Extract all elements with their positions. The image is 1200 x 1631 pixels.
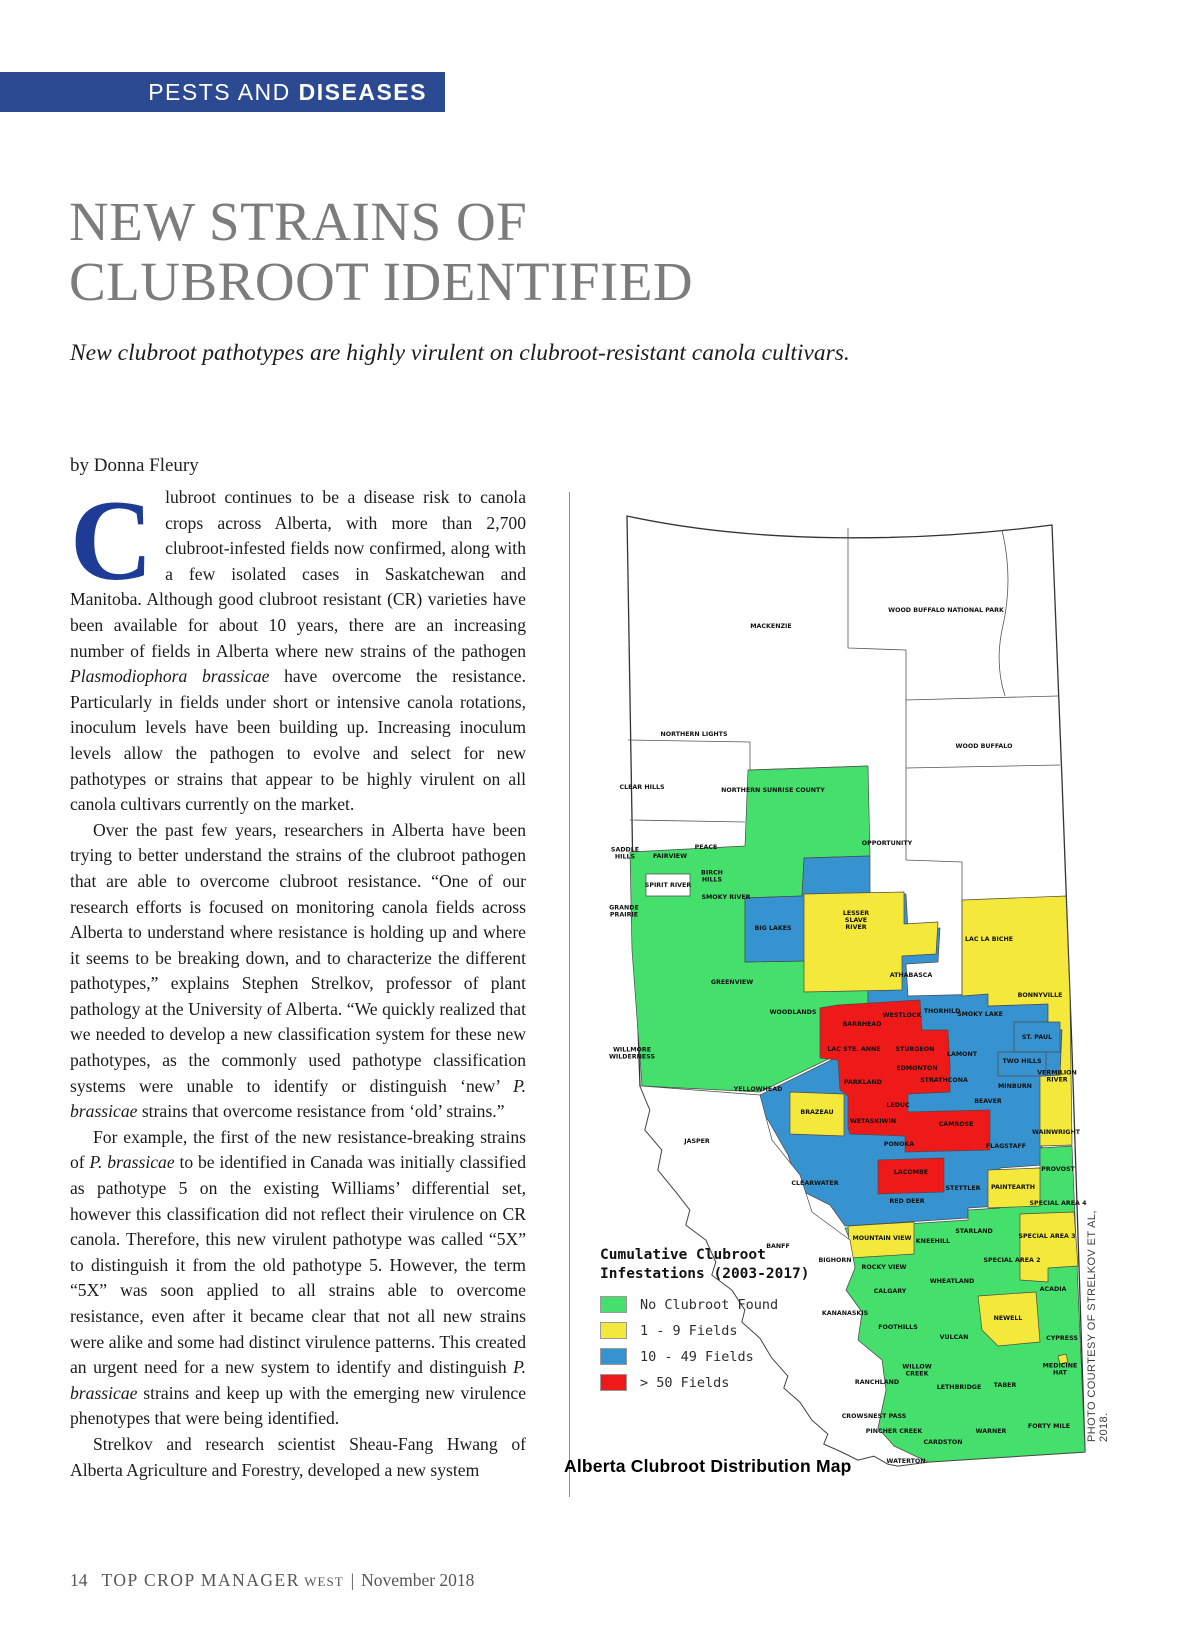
map-legend [600, 1246, 810, 1391]
map-county-label: CAMROSE [938, 1121, 974, 1128]
legend-label: No Clubroot Found [640, 1296, 779, 1313]
legend-item [600, 1322, 810, 1339]
map-county-label: LAC STE. ANNE [827, 1046, 881, 1053]
region-lacombe-red [878, 1158, 944, 1194]
legend-swatch-none [600, 1296, 627, 1313]
legend-label: 10 - 49 Fields [640, 1348, 754, 1365]
map-county-label: BANFF [766, 1243, 790, 1250]
map-county-label: SPIRIT RIVER [644, 882, 692, 889]
map-county-label: BRAZEAU [800, 1109, 834, 1116]
map-county-label: VERMILION RIVER [1037, 1069, 1077, 1084]
map-county-label: STETTLER [945, 1185, 981, 1192]
map-county-label: JASPER [684, 1138, 710, 1145]
map-county-label: SPECIAL AREA 3 [1018, 1233, 1076, 1240]
map-county-label: THORHILD [923, 1008, 961, 1015]
drop-cap: C [70, 477, 154, 604]
map-county-label: TABER [993, 1382, 1017, 1389]
map-county-label: FOOTHILLS [878, 1324, 918, 1331]
map-county-label: PAINTEARTH [990, 1184, 1036, 1191]
legend-title [600, 1246, 810, 1284]
map-county-label: WILLMORE WILDERNESS [608, 1046, 656, 1061]
title-line-1: NEW STRAINS OF [69, 191, 528, 252]
map-county-label: MACKENZIE [750, 623, 792, 630]
body-paragraph: For example, the first of the new resistance-breaking strains of P. brassicae to be identified in Canada was initially classified as pathotype 5 on the existing Williams’ differential set, however this classification did not reflect their virulence on CR canola. Therefore, this new virulent pathotype was called “5X” to distinguish it from the old pathotype 5. However, the term “5X” was soon applied to all strains able to overcome resistance, even after it became clear that not all new strains were alike and some had distinct virulence patterns. This created an urgent need for a new system to identify and distinguish P. brassicae strains and keep up with the emerging new virulence phenotypes that were being identified. [70, 1126, 527, 1429]
map-county-label: NORTHERN LIGHTS [660, 731, 728, 738]
legend-item [600, 1374, 810, 1391]
map-county-label: CALGARY [873, 1288, 907, 1295]
article-subtitle: New clubroot pathotypes are highly virulent on clubroot-resistant canola cultivars. [70, 340, 850, 366]
legend-title-line2: Infestations (2003-2017) [600, 1266, 810, 1282]
map-county-label: LETHBRIDGE [936, 1384, 982, 1391]
map-county-label: SPECIAL AREA 4 [1029, 1200, 1087, 1207]
map-county-label: CARDSTON [923, 1439, 963, 1446]
map-county-label: MOUNTAIN VIEW [852, 1235, 912, 1242]
figure-caption: Alberta Clubroot Distribution Map [564, 1456, 852, 1476]
map-county-label: ACADIA [1039, 1286, 1067, 1293]
title-line-2: CLUBROOT IDENTIFIED [69, 251, 694, 312]
edition-label: WEST [304, 1574, 344, 1589]
legend-items [600, 1296, 810, 1391]
map-county-label: PINCHER CREEK [865, 1428, 923, 1435]
page-number: 14 [70, 1570, 88, 1590]
map-county-label: ATHABASCA [889, 972, 933, 979]
map-county-label: RANCHLAND [854, 1379, 900, 1386]
map-county-label: BONNYVILLE [1017, 992, 1063, 999]
map-county-label: YELLOWHEAD [733, 1086, 783, 1093]
map-county-label: WOODLANDS [769, 1009, 817, 1016]
map-county-label: PONOKA [883, 1141, 915, 1148]
map-county-label: BIRCH HILLS [701, 869, 723, 884]
map-county-label: KNEEHILL [915, 1238, 951, 1245]
map-county-label: TWO HILLS [1002, 1058, 1042, 1065]
map-county-label: STRATHCONA [920, 1077, 968, 1084]
footer-separator: | [350, 1570, 355, 1590]
map-county-label: BARRHEAD [842, 1021, 882, 1028]
magazine-name: TOP CROP MANAGER [101, 1570, 300, 1590]
map-county-label: WATERTON [886, 1458, 926, 1465]
map-county-label: PROVOST [1041, 1166, 1075, 1173]
legend-label: > 50 Fields [640, 1374, 730, 1391]
photo-credit: PHOTO COURTESY OF STRELKOV ET AL, 2018. [1086, 1210, 1110, 1442]
section-banner [0, 72, 445, 112]
map-county-label: STURGEON [895, 1046, 935, 1053]
map-county-label: VULCAN [939, 1334, 969, 1341]
map-county-label: OPPORTUNITY [861, 840, 913, 847]
map-county-label: SMOKY LAKE [957, 1011, 1003, 1018]
legend-item [600, 1348, 810, 1365]
map-county-label: WOOD BUFFALO NATIONAL PARK [888, 607, 1004, 614]
section-banner-bold: DISEASES [298, 79, 427, 105]
map-county-label: LEDUC [886, 1102, 910, 1109]
map-county-label: SPECIAL AREA 2 [983, 1257, 1041, 1264]
map-county-label: LACOMBE [893, 1169, 929, 1176]
legend-swatch-high [600, 1374, 627, 1391]
map-county-label: NORTHERN SUNRISE COUNTY [721, 787, 825, 794]
map-county-label: WILLOW CREEK [902, 1363, 932, 1378]
body-paragraph: Strelkov and research scientist Sheau-Fang Hwang of Alberta Agriculture and Forestry, developed a new system [70, 1433, 526, 1480]
map-county-label: WOOD BUFFALO [955, 743, 1013, 750]
map-county-label: FLAGSTAFF [985, 1143, 1027, 1150]
map-county-label: BEAVER [974, 1098, 1002, 1105]
map-county-label: KANANASKIS [821, 1310, 869, 1317]
map-county-label: CROWSNEST PASS [841, 1413, 907, 1420]
map-county-label: PARKLAND [843, 1079, 883, 1086]
legend-swatch-low [600, 1322, 627, 1339]
body-paragraph: Over the past few years, researchers in Alberta have been trying to better understand the strains of the clubroot pathogen that are able to overcome clubroot resistance. “One of our research efforts is focused on monitoring canola fields across Alberta to understand where resistance is holding up and where it seems to be breaking down, and to characterize the different pathotypes,” explains Stephen Strelkov, professor of plant pathology at the University of Alberta. “We quickly realized that we needed to develop a new classification system for these new pathotypes, as the commonly used pathotype classification systems were unable to identify or distinguish ‘new’ P. brassicae strains that overcome resistance from ‘old’ strains.” [70, 819, 526, 1122]
map-county-label: GREENVIEW [710, 979, 754, 986]
map-county-label: WARNER [975, 1428, 1007, 1435]
article-byline: by Donna Fleury [70, 455, 199, 476]
map-county-label: LAMONT [946, 1051, 978, 1058]
section-banner-prefix: PESTS AND [148, 79, 299, 105]
map-county-label: RED DEER [889, 1198, 925, 1205]
map-county-label: PEACE [694, 844, 718, 851]
page-footer [70, 1570, 474, 1591]
map-county-label: ST. PAUL [1021, 1034, 1053, 1041]
map-county-label: FAIRVIEW [652, 853, 688, 860]
map-county-label: ROCKY VIEW [861, 1264, 907, 1271]
map-county-label: LESSER SLAVE RIVER [842, 910, 870, 931]
legend-item [600, 1296, 810, 1313]
legend-title-line1: Cumulative Clubroot [600, 1247, 766, 1263]
map-county-label: WETASKIWIN [849, 1118, 897, 1125]
page-title [69, 192, 969, 312]
map-county-label: WHEATLAND [929, 1278, 975, 1285]
map-county-label: EDMONTON [896, 1065, 938, 1072]
map-county-label: MINBURN [998, 1083, 1032, 1090]
legend-label: 1 - 9 Fields [640, 1322, 738, 1339]
article-body [70, 477, 527, 1483]
map-county-label: MEDICINE HAT [1042, 1362, 1078, 1377]
body-paragraph: Clubroot continues to be a disease risk to canola crops across Alberta, with more than 2,700 clubroot-infested fields now confirmed, along with a few isolated cases in Saskatchewan and Manitoba. Although good clubroot resistant (CR) varieties have been available for about 10 years, there are an increasing number of fields in Alberta where new strains of the pathogen Plasmodiophora brassicae have overcome the resistance. Particularly in fields under short or intensive canola rotations, inoculum levels have been building up. Increasing inoculum levels allow the pathogen to evolve and select for new pathotypes or strains that appear to be highly virulent on all canola cultivars currently on the market. [70, 477, 526, 815]
map-county-label: WAINWRIGHT [1031, 1129, 1081, 1136]
issue-date: November 2018 [361, 1570, 475, 1590]
map-county-label: BIG LAKES [754, 925, 792, 932]
map-county-label: CYPRESS [1046, 1335, 1078, 1342]
legend-swatch-mid [600, 1348, 627, 1365]
map-county-label: CLEARWATER [791, 1180, 839, 1187]
map-county-label: GRANDE PRAIRIE [609, 904, 639, 919]
map-county-label: SMOKY RIVER [701, 894, 751, 901]
map-county-label: NEWELL [993, 1315, 1023, 1322]
map-county-label: WESTLOCK [882, 1012, 922, 1019]
map-county-label: CLEAR HILLS [619, 784, 665, 791]
map-county-label: LAC LA BICHE [964, 936, 1014, 943]
map-county-label: STARLAND [955, 1228, 993, 1235]
map-county-label: BIGHORN [818, 1257, 852, 1264]
map-county-label: FORTY MILE [1027, 1423, 1071, 1430]
map-county-label: SADDLE HILLS [610, 846, 640, 861]
